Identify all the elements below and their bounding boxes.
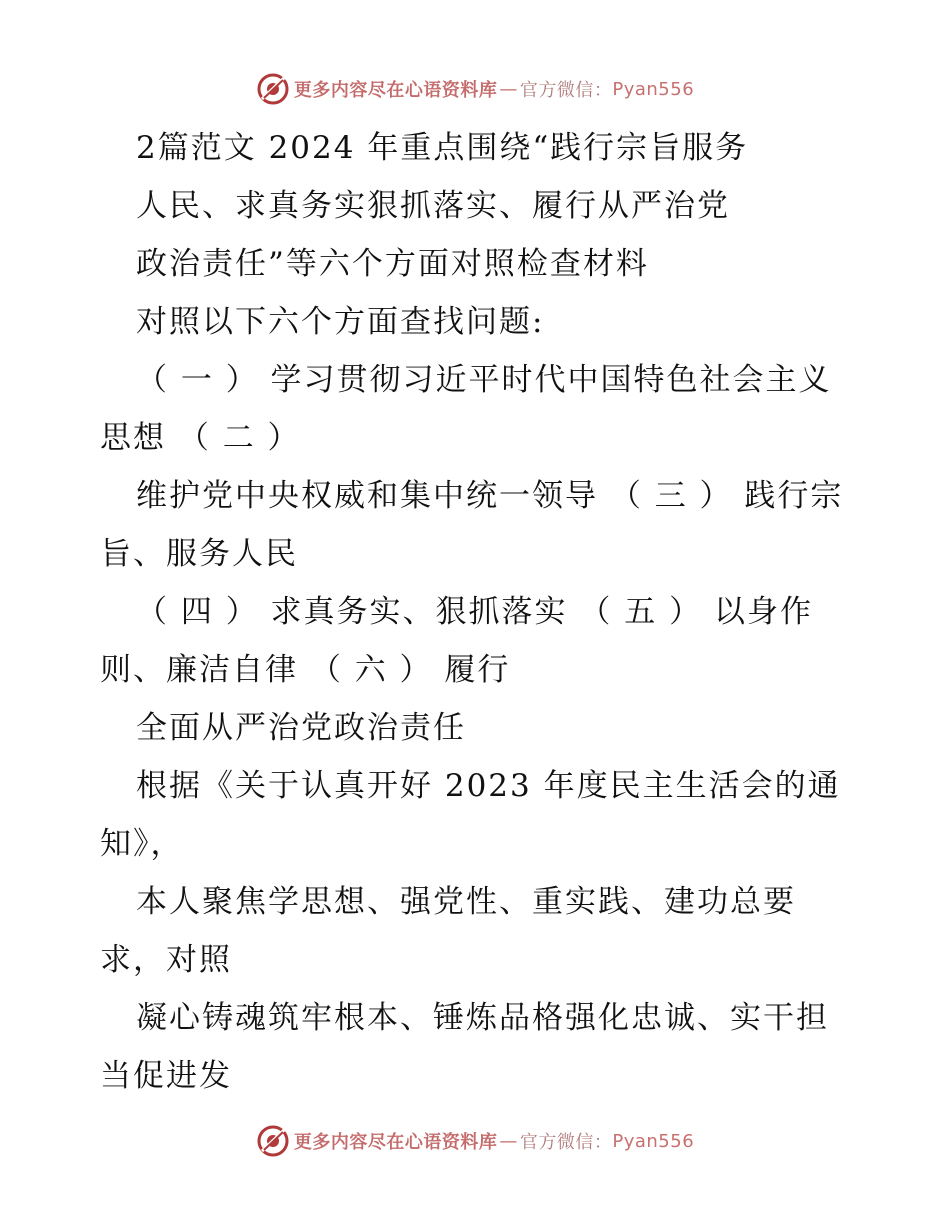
document-paragraph-line: 根据《关于认真开好 2023 年度民主生活会的通: [136, 768, 841, 804]
document-paragraph-line: 旨、服务人民: [100, 536, 298, 572]
banner-wechat-id: Pyan556: [612, 1130, 695, 1152]
banner-wechat-id: Pyan556: [612, 78, 695, 100]
document-paragraph-line: 全面从严治党政治责任: [136, 710, 466, 746]
document-paragraph-line: 本人聚焦学思想、强党性、重实践、建功总要: [136, 884, 796, 920]
document-paragraph-line: 对照以下六个方面查找问题:: [136, 304, 545, 340]
banner-brand-text: 更多内容尽在心语资料库: [293, 1132, 498, 1153]
document-paragraph-line: 求，对照: [100, 942, 232, 978]
document-paragraph-line: 凝心铸魂筑牢根本、锤炼品格强化忠诚、实干担: [136, 1000, 829, 1036]
logo-icon: [256, 72, 290, 106]
banner-wechat-label: 官方微信：: [519, 1132, 613, 1153]
banner-wechat-label: 官方微信：: [519, 80, 613, 101]
document-paragraph-line: 思想 （ 二 ）: [100, 420, 301, 456]
banner-brand-text: 更多内容尽在心语资料库: [293, 80, 498, 101]
footer-banner: [0, 1124, 950, 1158]
document-title-line-1: 2篇范文 2024 年重点围绕“践行宗旨服务: [136, 130, 749, 166]
banner-separator: —: [499, 78, 518, 100]
document-title-line-3: 政治责任”等六个方面对照检查材料: [136, 246, 649, 282]
document-paragraph-line: （ 四 ） 求真务实、狠抓落实 （ 五 ） 以身作: [136, 594, 813, 630]
document-paragraph-line: 维护党中央权威和集中统一领导 （ 三 ） 践行宗: [136, 478, 844, 514]
document-paragraph-line: 当促进发: [100, 1058, 232, 1094]
header-banner: [0, 72, 950, 106]
logo-icon: [256, 1124, 290, 1158]
document-paragraph-line: （ 一 ） 学习贯彻习近平时代中国特色社会主义: [136, 362, 832, 398]
banner-separator: —: [499, 1130, 518, 1152]
document-title-line-2: 人民、求真务实狠抓落实、履行从严治党: [136, 188, 730, 224]
document-paragraph-line: 则、廉洁自律 （ 六 ） 履行: [100, 652, 511, 688]
document-paragraph-line: 知》，: [100, 826, 184, 862]
